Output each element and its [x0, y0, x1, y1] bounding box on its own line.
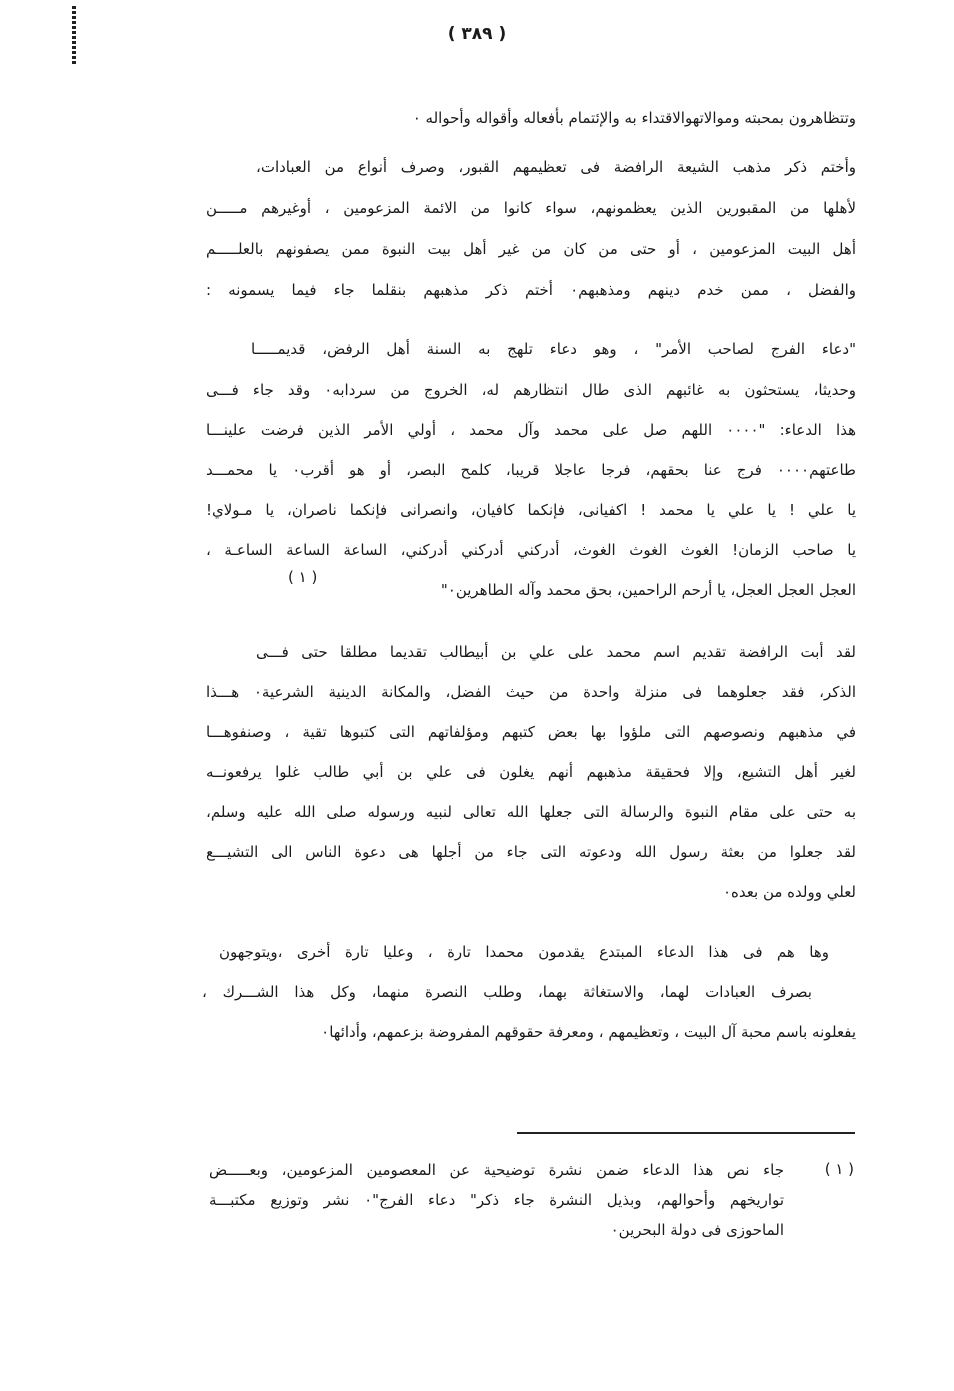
- body-line: به حتى على مقام النبوة والرسالة التى جعلها الله تعالى لنبيه ورسوله صلى الله عليه وسلم،: [206, 803, 856, 821]
- footnote-number: ( ١ ): [824, 1160, 854, 1178]
- body-line: لقد أبت الرافضة تقديم اسم محمد على علي بن أبيطالب تقديما مطلقا حتى فـــى: [256, 643, 856, 661]
- body-line: لعلي وولده من بعده٠: [722, 883, 856, 901]
- body-line: طاعتهم٠٠٠٠ فرج عنا بحقهم، فرجا عاجلا قريبا، كلمح البصر، أو هو أقرب٠ يا محمـــد: [206, 461, 856, 479]
- footnote-line: تواريخهم وأحوالهم، وبذيل النشرة جاء ذكر" دعاء الفرج"٠ نشر وتوزيع مكتبـــة: [209, 1191, 785, 1209]
- body-line: وحديثا، يستحثون به غائبهم الذى طال انتظارهم له، الخروج من سردابه٠ وقد جاء فـــى: [206, 381, 856, 399]
- body-line: لغير أهل التشيع، وإلا فحقيقة مذهبهم أنهم يغلون فى علي بن أبي طالب غلوا يرفعونــه: [206, 763, 856, 781]
- footnote-reference[interactable]: ( ١ ): [288, 568, 318, 586]
- body-line: يفعلونه باسم محبة آل البيت ، وتعظيمهم ، ومعرفة حقوقهم المفروضة بزعمهم، وأدائها٠: [321, 1023, 856, 1041]
- footnote-line: الماحوزى فى دولة البحرين٠: [610, 1221, 784, 1239]
- body-line: العجل العجل العجل، يا أرحم الراحمين، بحق محمد وآله الطاهرين٠": [440, 581, 856, 599]
- body-line: وها هم فى هذا الدعاء المبتدع يقدمون محمدا تارة ، وعليا تارة أخرى ،ويتوجهون: [219, 943, 829, 961]
- body-line: والفضل ، ممن خدم دينهم ومذهبهم٠ أختم ذكر مذهبهم بنقلما جاء فيما يسمونه :: [206, 281, 856, 299]
- body-line: لأهلها من المقبورين الذين يعظمونهم، سواء كانوا من الائمة المزعومين ، أوغيرهم مـــــن: [206, 199, 856, 217]
- footnote-line: جاء نص هذا الدعاء ضمن نشرة توضيحية عن المعصومين المزعومين، وبعـــــض: [209, 1161, 784, 1179]
- footnote-divider: [517, 1132, 855, 1134]
- body-line: يا صاحب الزمان! الغوث الغوث الغوث، أدركني أدركني أدركني، الساعة الساعة الساعـة ،: [206, 541, 856, 559]
- body-line: أهل البيت المزعومين ، أو حتى من كان من غير أهل بيت النبوة ممن يصفونهم بالعلـــــم: [206, 240, 856, 258]
- body-line: الذكر، فقد جعلوهما فى منزلة واحدة من حيث الفضل، والمكانة الدينية الشرعية٠ هـــذا: [206, 683, 857, 701]
- body-line: هذا الدعاء: "٠٠٠٠ اللهم صل على محمد وآل محمد ، أولي الأمر الذين فرضت علينـــا: [206, 421, 856, 439]
- body-line: لقد جعلوا من بعثة رسول الله ودعوته التى جاء من أجلها هى دعوة الناس الى التشيـــع: [206, 843, 856, 861]
- body-line: بصرف العبادات لهما، والاستغاثة بهما، وطلب النصرة منهما، وكل هذا الشـــرك ،: [202, 983, 812, 1001]
- body-line: وتتظاهرون بمحبته وموالاتهوالاقتداء به والإئتمام بأفعاله وأقواله وأحواله ٠: [412, 109, 856, 127]
- body-line: في مذهبهم ونصوصهم التى ملؤوا بها بعض كتبهم ومؤلفاتهم التى كتبوها تقية ، وصنفوهـــا: [206, 723, 856, 741]
- body-line: وأختم ذكر مذهب الشيعة الرافضة فى تعظيمهم القبور، وصرف أنواع من العبادات،: [256, 158, 856, 176]
- body-line: يا علي ! يا علي يا محمد ! اكفيانى، فإنكما كافيان، وانصرانى فإنكما ناصران، يا مـولاي!: [206, 501, 856, 519]
- page-number: ( ٣٨٩ ): [447, 24, 507, 44]
- body-line: "دعاء الفرج لصاحب الأمر" ، وهو دعاء تلهج به السنة أهل الرفض، قديمـــــا: [251, 340, 856, 358]
